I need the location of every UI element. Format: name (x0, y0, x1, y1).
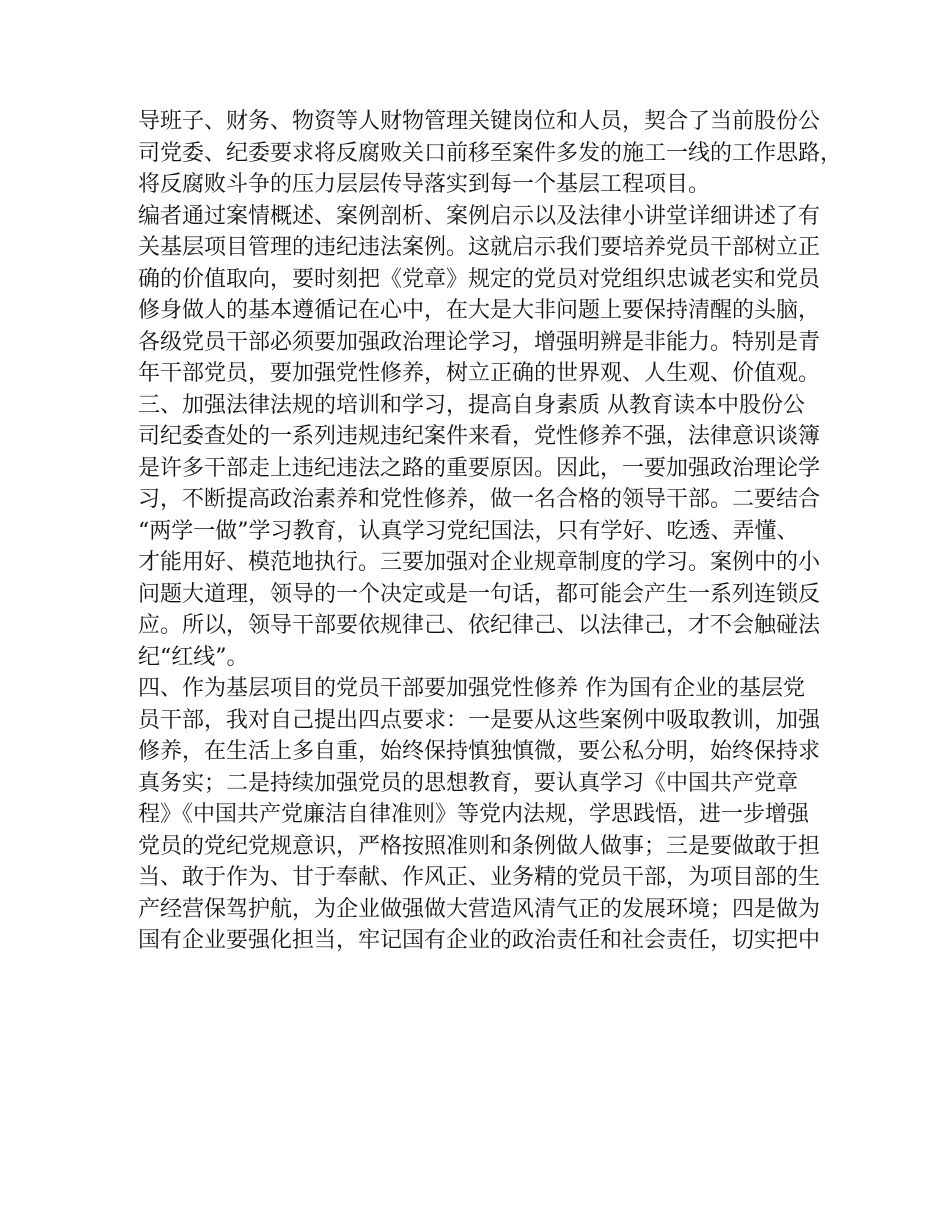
text-line: 国有企业要强化担当，牢记国有企业的政治责任和社会责任，切实把中 (138, 928, 821, 953)
text-line: 确的价值取向，要时刻把《党章》规定的党员对党组织忠诚老实和党员 (138, 266, 821, 292)
text-line: 修养，在生活上多自重，始终保持慎独慎微，要公私分明，始终保持求 (138, 739, 821, 764)
text-line: 程》《中国共产党廉洁自律准则》等党内法规，学思践悟，进一步增强 (138, 802, 810, 827)
text-line: 党员的党纪党规意识，严格按照准则和条例做人做事；三是要做敢于担 (138, 833, 821, 859)
section-heading-line: 四、作为基层项目的党员干部要加强党性修养 作为国有企业的基层党 (138, 676, 805, 701)
text-line: 司纪委查处的一系列违规违纪案件来看，党性修养不强，法律意识谈簿 (138, 424, 821, 449)
text-line: 编者通过案情概述、案例剖析、案例启示以及法律小讲堂详细讲述了有 (138, 203, 821, 229)
text-line: 问题大道理，领导的一个决定或是一句话，都可能会产生一系列连锁反 (138, 581, 821, 607)
text-line: 产经营保驾护航，为企业做强做大营造风清气正的发展环境；四是做为 (138, 896, 821, 922)
text-line: 员干部，我对自己提出四点要求：一是要从这些案例中吸取教训，加强 (138, 707, 821, 733)
text-line: 将反腐败斗争的压力层层传导落实到每一个基层工程项目。 (138, 172, 711, 197)
text-line: 才能用好、模范地执行。三要加强对企业规章制度的学习。案例中的小 (138, 550, 821, 575)
text-line: 应。所以，领导干部要依规律己、依纪律己、以法律己，才不会触碰法 (138, 613, 821, 638)
text-line: 真务实；二是持续加强党员的思想教育，要认真学习《中国共产党章 (138, 770, 799, 796)
text-line: 司党委、纪委要求将反腐败关口前移至案件多发的施工一线的工作思路， (138, 140, 843, 166)
section-heading-line: 三、加强法律法规的培训和学习，提高自身素质 从教育读本中股份公 (138, 392, 805, 418)
text-line: 导班子、财务、物资等人财物管理关键岗位和人员，契合了当前股份公 (138, 109, 821, 134)
text-line: 关基层项目管理的违纪违法案例。这就启示我们要培养党员干部树立正 (138, 235, 821, 260)
text-line: “两学一做”学习教育，认真学习党纪国法，只有学好、吃透、弄懂、 (138, 518, 799, 544)
text-line: 是许多干部走上违纪违法之路的重要原因。因此，一要加强政治理论学 (138, 455, 821, 481)
text-line: 各级党员干部必须要加强政治理论学习，增强明辨是非能力。特别是青 (138, 329, 821, 355)
text-line: 年干部党员，要加强党性修养，树立正确的世界观、人生观、价值观。 (138, 361, 821, 386)
text-line: 习，不断提高政治素养和党性修养，做一名合格的领导干部。二要结合 (138, 487, 821, 512)
text-line: 修身做人的基本遵循记在心中，在大是大非问题上要保持清醒的头脑， (138, 298, 821, 323)
body-text (138, 106, 843, 957)
text-line: 当、敢于作为、甘于奉献、作风正、业务精的党员干部，为项目部的生 (138, 865, 821, 890)
text-line: 纪“红线”。 (138, 644, 249, 670)
